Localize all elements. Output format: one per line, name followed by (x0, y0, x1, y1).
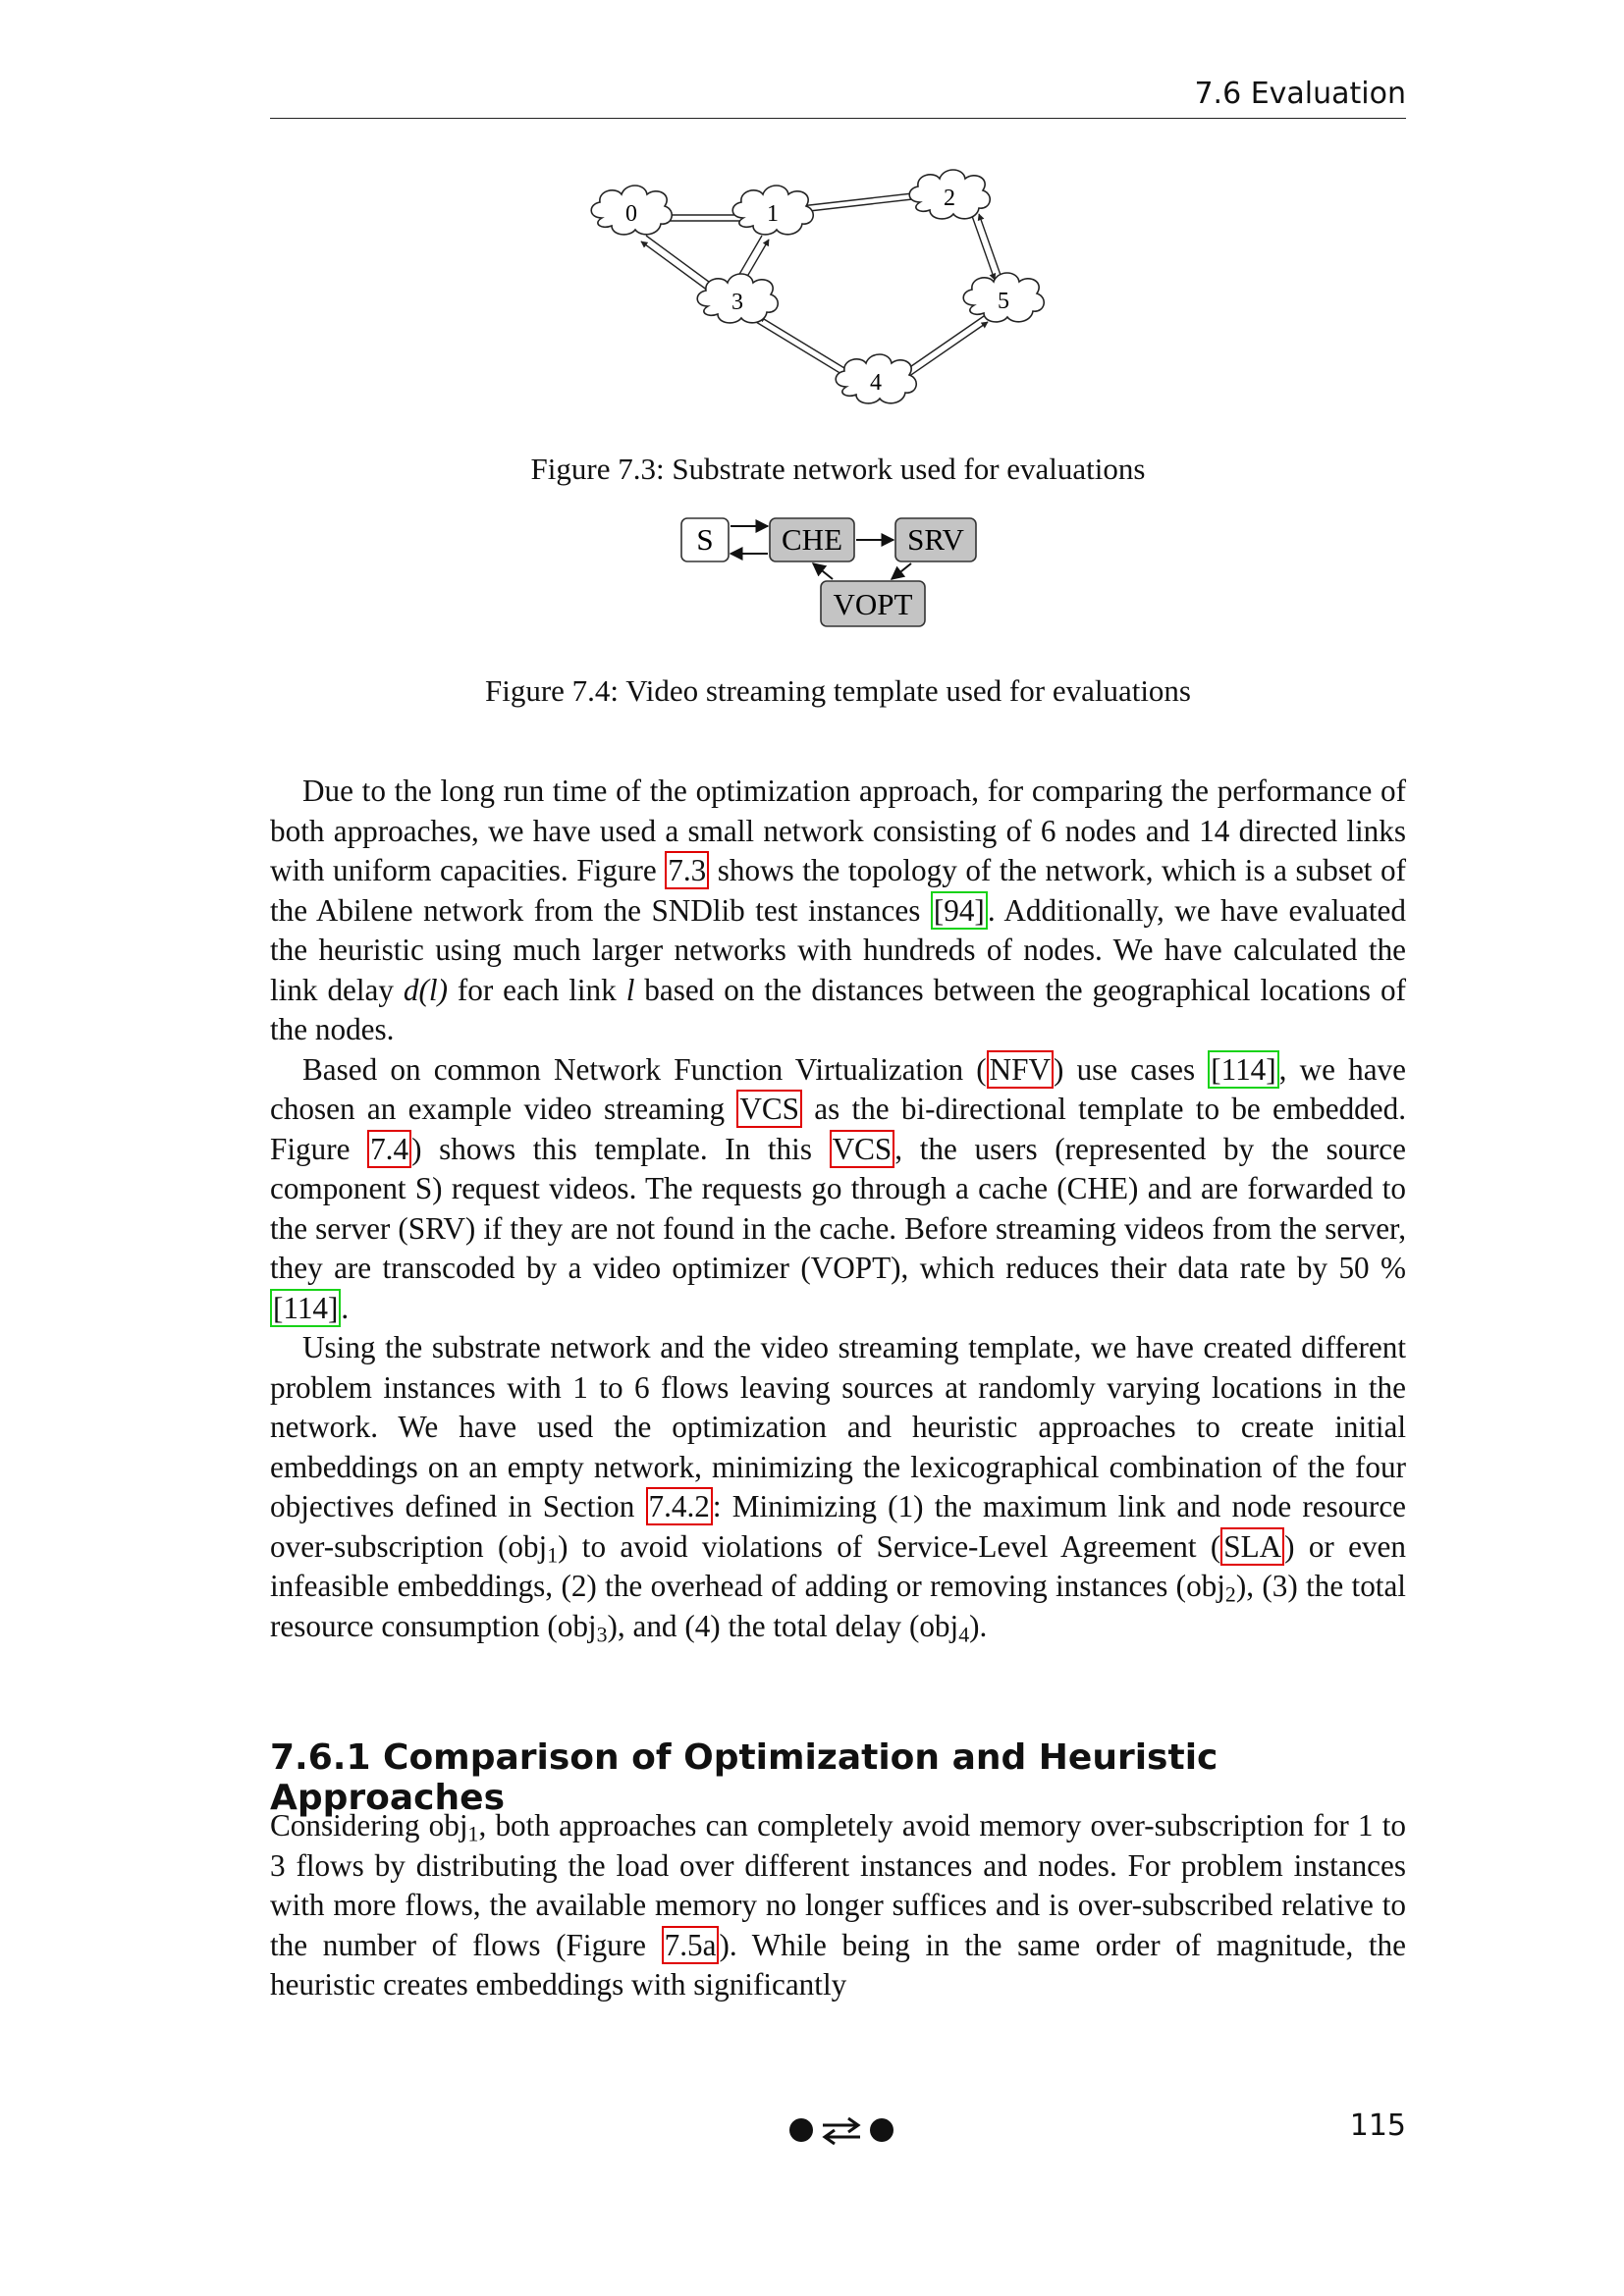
node-label: 5 (998, 289, 1009, 314)
link-4-3 (759, 316, 849, 371)
component-vopt (821, 581, 925, 626)
network-node-0 (591, 186, 672, 235)
component-label: SRV (907, 522, 964, 557)
running-title: 7.6 Evaluation (1194, 77, 1406, 111)
figure-7-3-caption: Figure 7.3: Substrate network used for evaluations (530, 452, 1146, 486)
section-paragraph-1: Considering obj$_1$, both approaches can completely avoid memory over-subscription for 1 to 3 flows by distributing the load over different instances and nodes. For problem instances with more flows, the available memory no longer suffices and is over-subscribed relative to the number of flows (Figure 7.5a). While being in the same order of magnitude, the heuristic creates embeddings with significantly (270, 1808, 1406, 2002)
paragraph-3: Using the substrate network and the video streaming template, we have created different problem instances with 1 to 6 flows leaving sources at randomly varying locations in the network. We have used the optimization and heuristic approaches to create initial embeddings on an empty network, minimizing the lexicographical combination of the four objectives defined in Section 7.4.2: Minimizing (1) the maximum link and node resource over-subscription (obj$_1$) to avoid violations of Service-Level Agreement (SLA) or even infeasible embeddings, (2) the overhead of adding or removing instances (obj$_2$), (3) the total resource consumption (obj$_3$), and (4) the total delay (obj$_4$). (270, 1330, 1407, 1646)
footer-logo-icon (787, 2110, 895, 2150)
node-label: 0 (625, 201, 637, 227)
edge-vopt-che (813, 563, 833, 579)
paragraph-1: Due to the long run time of the optimization approach, for comparing the performance of both approaches, we have used a small network consisting of 6 nodes and 14 directed links with uniform capacities. Figure 7.3 shows the topology of the network, which is a subset of the Abilene network from the SNDlib test instances [94]. Additionally, we have evaluated the heuristic using much larger networks with hundreds of nodes. We have calculated the link delay d(l) for each link l based on the distances between the geographical locations of the nodes. (270, 774, 1406, 1046)
sla-acronym-link[interactable]: SLA (1220, 1527, 1284, 1566)
main-text (270, 772, 1406, 1646)
network-node-5 (963, 273, 1044, 322)
component-label: S (696, 522, 714, 557)
citation-114-link[interactable]: [114] (270, 1289, 341, 1327)
section-text (270, 1806, 1406, 2005)
section-heading: 7.6.1 Comparison of Optimization and Heuristic Approaches (270, 1737, 1218, 1818)
section-7-4-2-link[interactable]: 7.4.2 (646, 1487, 713, 1525)
node-label: 2 (944, 186, 955, 211)
substrate-network-figure (589, 167, 1080, 432)
node-label: 1 (767, 201, 779, 227)
paragraph-2: Based on common Network Function Virtualization (NFV) use cases [114], we have chosen an example video streaming VCS as the bi-directional template to be embedded. Figure 7.4) shows this template. In this VCS, the users (represented by the source component S) request videos. The requests go through a cache (CHE) and are forwarded to the server (SRV) if they are not found in the cache. Before streaming videos from the server, they are transcoded by a video optimizer (VOPT), which reduces their data rate by 50 % [114]. (270, 1051, 1406, 1325)
figure-7-4-caption: Figure 7.4: Video streaming template used for evaluations (484, 673, 1191, 708)
page-number: 115 (1349, 2109, 1406, 2143)
citation-94-link[interactable]: [94] (931, 891, 988, 930)
running-header (270, 71, 1406, 119)
figure-7-3-link[interactable]: 7.3 (665, 851, 709, 889)
link-4-5 (905, 322, 988, 379)
node-label: 4 (870, 370, 882, 396)
network-node-4 (836, 354, 916, 403)
component-che (770, 518, 854, 561)
link-3-4 (756, 322, 846, 377)
network-node-1 (732, 186, 813, 235)
link-5-4 (901, 316, 984, 373)
figure-7-5a-link[interactable]: 7.5a (662, 1926, 720, 1964)
network-node-3 (697, 274, 778, 323)
network-links (641, 192, 1001, 379)
edge-srv-vopt (892, 563, 911, 579)
figure-7-4-link[interactable]: 7.4 (367, 1130, 411, 1168)
nfv-acronym-link[interactable]: NFV (987, 1050, 1054, 1089)
citation-113-link[interactable]: [114] (1208, 1050, 1278, 1089)
node-label: 3 (731, 290, 743, 315)
video-streaming-template-figure (677, 512, 1001, 646)
component-srv (895, 518, 976, 561)
component-s (681, 518, 729, 561)
component-label: CHE (782, 522, 842, 557)
network-node-2 (909, 170, 990, 219)
math-delay: d(l) (403, 972, 448, 1007)
math-link: l (625, 972, 635, 1007)
vcs-acronym-link[interactable]: VCS (736, 1090, 802, 1128)
component-label: VOPT (833, 587, 913, 621)
vcs-acronym-link-2[interactable]: VCS (830, 1130, 895, 1168)
